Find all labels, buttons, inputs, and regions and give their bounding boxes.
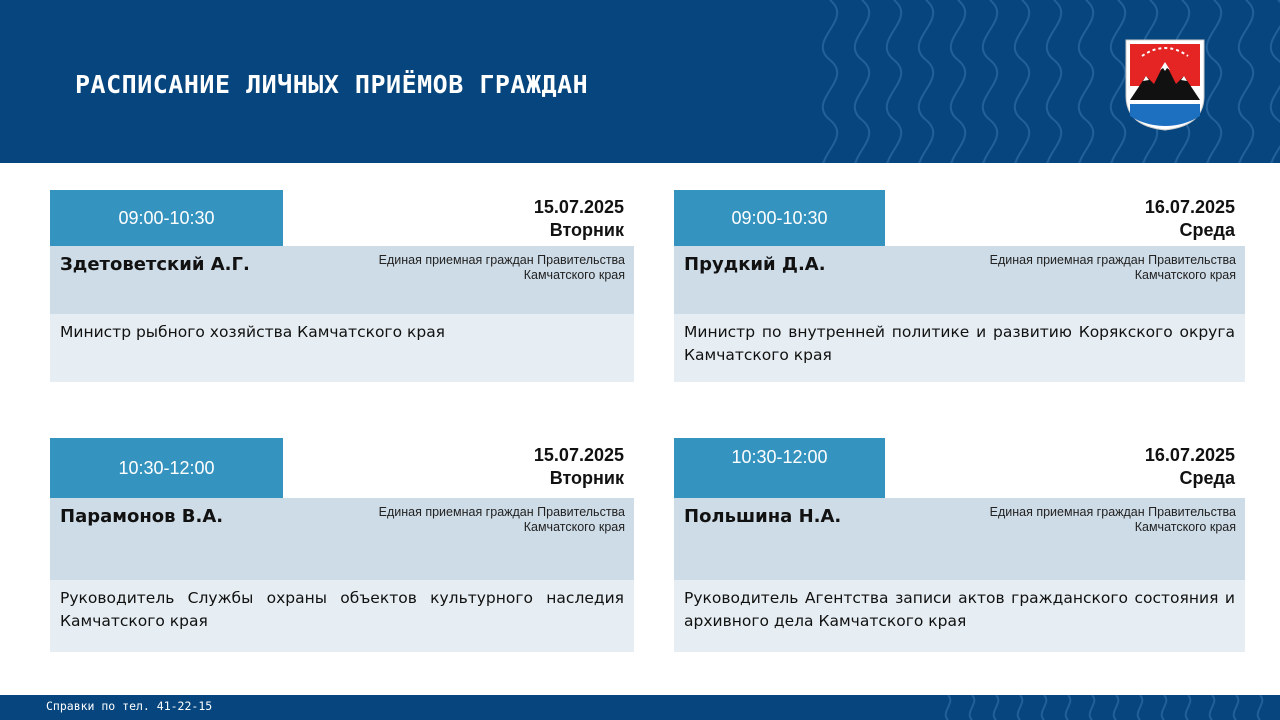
role-row: [674, 580, 1245, 652]
schedule-card: [50, 190, 634, 382]
role-row: [50, 580, 634, 652]
position-title: Министр рыбного хозяйства Камчатского края: [60, 323, 446, 341]
reception-place: Единая приемная граждан Правительства Камчатского края: [378, 505, 625, 534]
date-block: [534, 444, 624, 490]
date-text: 16.07.2025: [1144, 197, 1235, 217]
date-text: 16.07.2025: [1144, 445, 1235, 465]
schedule-card: [674, 190, 1245, 382]
position-title: Руководитель Службы охраны объектов культурного наследия Камчатского края: [60, 589, 624, 630]
time-slot: 09:00-10:30: [50, 190, 283, 246]
time-slot: 10:30-12:00: [50, 438, 283, 498]
weekday-text: Вторник: [549, 468, 624, 488]
name-row: [50, 246, 634, 314]
date-block: [1145, 444, 1235, 490]
person-name: Польшина Н.А.: [684, 506, 842, 527]
page-title: РАСПИСАНИЕ ЛИЧНЫХ ПРИЁМОВ ГРАЖДАН: [75, 70, 589, 99]
footer-bar: [0, 695, 1280, 720]
wave-pattern-decoration: [810, 0, 1280, 163]
position-title: Руководитель Агентства записи актов гражданского состояния и архивного дела Камчатского края: [684, 589, 1235, 630]
reception-place: Единая приемная граждан Правительства Камчатского края: [378, 253, 625, 282]
date-block: [534, 196, 624, 242]
date-text: 15.07.2025: [533, 197, 624, 217]
date-text: 15.07.2025: [533, 445, 624, 465]
kamchatka-coat-of-arms-icon: [1124, 38, 1206, 132]
header-banner: [0, 0, 1280, 163]
role-row: [674, 314, 1245, 382]
position-title: Министр по внутренней политике и развитию Корякского округа Камчатского края: [684, 323, 1235, 364]
name-row: [674, 246, 1245, 314]
weekday-text: Среда: [1179, 220, 1235, 240]
person-name: Прудкий Д.А.: [684, 254, 826, 275]
time-slot: 10:30-12:00: [674, 438, 885, 498]
schedule-card: [50, 438, 634, 652]
reception-place: Единая приемная граждан Правительства Камчатского края: [989, 505, 1236, 534]
person-name: Здетоветский А.Г.: [60, 254, 250, 275]
weekday-text: Среда: [1179, 468, 1235, 488]
time-slot: 09:00-10:30: [674, 190, 885, 246]
wave-pattern-decoration: [940, 695, 1280, 720]
weekday-text: Вторник: [549, 220, 624, 240]
name-row: [674, 498, 1245, 580]
reception-place: Единая приемная граждан Правительства Камчатского края: [989, 253, 1236, 282]
date-block: [1145, 196, 1235, 242]
role-row: [50, 314, 634, 382]
schedule-card: [674, 438, 1245, 652]
person-name: Парамонов В.А.: [60, 506, 224, 527]
footer-phone-info: Справки по тел. 41-22-15: [46, 699, 213, 713]
name-row: [50, 498, 634, 580]
